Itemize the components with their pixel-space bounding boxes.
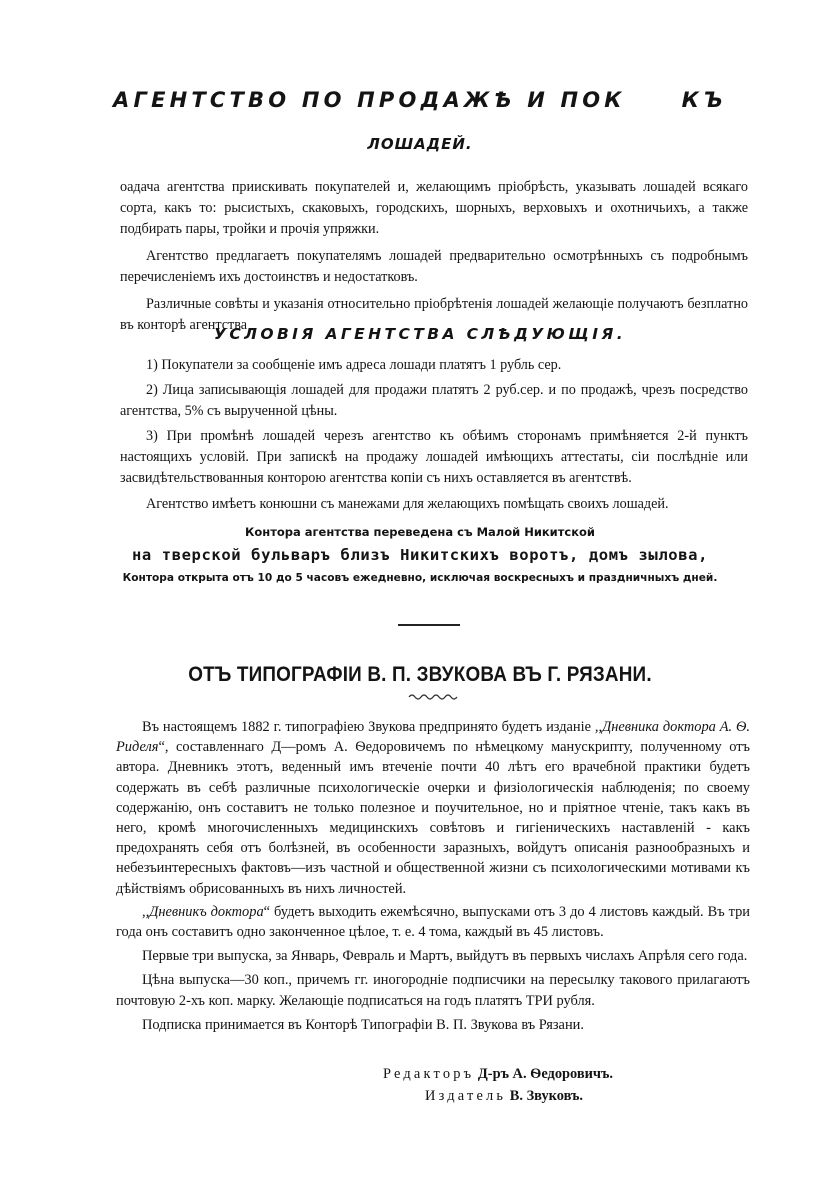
press-edition-description: “, составленнаго Д—ромъ А. Ѳедоровичемъ по нѣмецкому манускрипту, полученному отъ автора. Дневникъ этотъ, веденный имъ втеченіе почти 40 лѣтъ его врачебной практики будетъ содержать въ себѣ различные психологическіе очерки и физіологическія наблюденія; по своему содержанію, онъ составитъ не только полезное и поучительное, но и пріятное чтеніе, такъ какъ въ него, кромѣ многочисленныхъ медицинскихъ совѣтовъ и гигіеническихъ наставленій - какъ предохранять себя отъ болѣзней, въ особенности заразныхъ, войдутъ описанія разнообразныхъ и небезъинтересныхъ фактовъ—изъ частной и общественной жизни съ психологическими мотивами къ дѣйствіямъ обрисованныхъ въ нихъ личностей. [116,739,750,897]
press-paragraph-subscription: Подписка принимается въ Конторѣ Типографіи В. П. Звукова въ Рязани. [142,1016,584,1033]
agency-title-main: АГЕНТСТВО ПО ПРОДАЖѢ И ПОК [113,88,626,112]
editor-signature [383,1066,613,1083]
press-announcement [116,717,750,1035]
condition-item-1: 1) Покупатели за сообщеніе имъ адреса лошади платятъ 1 рубль сер. [146,357,562,373]
agency-intro [120,177,748,336]
press-edition-intro: Въ настоящемъ 1882 г. типографіею Звукова предпринято будетъ изданіе [142,719,592,735]
publisher-signature [425,1088,583,1105]
stables-note: Агентство имѣетъ конюшни съ манежами для желающихъ помѣщать своихъ лошадей. [146,496,669,512]
agency-paragraph-advice: Различные совѣты и указанія относительно пріобрѣтенія лошадей желающіе получаютъ безплатно въ конторѣ агентства [120,296,748,333]
publisher-label: Издатель [425,1088,507,1104]
press-schedule-text: “ будетъ выходить ежемѣсячно, выпусками отъ 3 до 4 листовъ каждый. Въ три года онъ составитъ одно законченное цѣлое, т. е. 4 тома, каждый въ 45 листовъ. [116,903,750,941]
condition-item-2: 2) Лица записывающія лошадей для продажи платятъ 2 руб.сер. и по продажѣ, чрезъ посредство агентства, 5% съ вырученной цѣны. [120,382,748,419]
office-address: на тверской бульваръ близъ Никитскихъ воротъ, домъ зылова, [131,546,709,564]
agency-title [0,88,840,112]
condition-item-3: 3) При промѣнѣ лошадей черезъ агентство къ обѣимъ сторонамъ примѣняется 2-й пунктъ настоящихъ условій. При запискѣ на продажу лошадей имѣющихъ аттестаты, сіи послѣдніе или засвидѣтельствованныя конторою агентства копіи съ нихъ оставляется въ агентствѣ. [120,428,748,486]
editor-label: Редакторъ [383,1066,475,1082]
press-book-title: ,,Дневника доктора А. Ѳ. Риделя [116,719,750,756]
publisher-name: В. Звуковъ. [509,1088,583,1104]
press-title: ОТЪ ТИПОГРАФІИ В. П. ЗВУКОВА ВЪ Г. РЯЗАНИ. [188,663,652,686]
press-paragraph-schedule [116,902,750,942]
office-moved-note: Контора агентства переведена съ Малой Никитской [244,525,595,539]
agency-subtitle: ЛОШАДЕЙ. [367,135,473,153]
office-hours: Контора открыта отъ 10 до 5 часовъ ежедневно, исключая воскресныхъ и праздничныхъ дней. [122,572,718,584]
conditions-list [120,355,748,515]
conditions-title: УСЛОВІЯ АГЕНТСТВА СЛѢДУЮЩІЯ. [213,325,626,343]
editor-name: Д-ръ А. Ѳедоровичъ. [477,1066,614,1082]
press-paragraph-edition [116,717,750,899]
press-book-title-short: ,,Дневникъ доктора [142,903,264,920]
agency-title-tail: КЪ [681,88,727,112]
agency-paragraph-task: оадача агентства приискивать покупателей и, желающимъ пріобрѣсть, указывать лошадей всякаго сорта, какъ то: рысистыхъ, скаковыхъ, городскихъ, шорныхъ, верховыхъ и охотничьихъ, а также подбирать пары, тройки и прочія упряжки. [120,179,748,237]
press-paragraph-first-issues: Первые три выпуска, за Январь, Февраль и Мартъ, выйдутъ въ первыхъ числахъ Апрѣля сего года. [142,948,748,965]
ornament-squiggle [408,693,460,701]
section-divider [398,624,460,626]
press-paragraph-price: Цѣна выпуска—30 коп., причемъ гг. иногородніе подписчики на пересылку такового прилагаютъ почтовую 2-хъ коп. марку. Желающіе подписаться на годъ платятъ ТРИ рубля. [116,972,750,1009]
agency-paragraph-offer: Агентство предлагаетъ покупателямъ лошадей предварительно осмотрѣнныхъ съ подробнымъ перечисленіемъ ихъ достоинствъ и недостатковъ. [120,248,748,285]
